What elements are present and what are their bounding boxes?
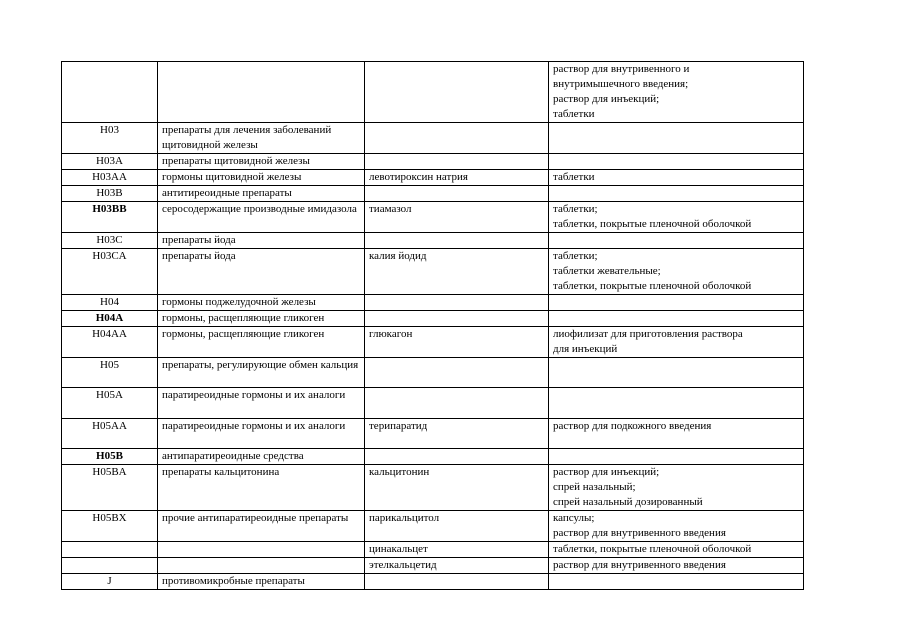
group-name-cell: препараты йода (158, 233, 365, 249)
atc-code-cell: H03B (62, 186, 158, 202)
group-name-cell: антипаратиреоидные средства (158, 449, 365, 465)
atc-code-cell: H05AA (62, 419, 158, 449)
table-body (62, 62, 804, 590)
substance-cell (365, 449, 549, 465)
dosage-form-line: раствор для подкожного введения (553, 420, 712, 432)
substance-cell: кальцитонин (365, 465, 549, 511)
atc-code-cell (62, 542, 158, 558)
table-row (62, 154, 804, 170)
substance-cell (365, 123, 549, 154)
dosage-form-line: таблетки, покрытые пленочной оболочкой (553, 543, 752, 555)
atc-code-cell: H03 (62, 123, 158, 154)
dosage-forms-cell (549, 170, 804, 186)
dosage-forms-cell (549, 154, 804, 170)
substance-cell (365, 295, 549, 311)
table-row (62, 358, 804, 388)
group-name-cell (158, 542, 365, 558)
substance-cell (365, 62, 549, 123)
dosage-forms-cell (549, 419, 804, 449)
substance-cell (365, 154, 549, 170)
substance-cell: левотироксин натрия (365, 170, 549, 186)
atc-code-cell: H03AA (62, 170, 158, 186)
table-row (62, 295, 804, 311)
group-name-cell: препараты кальцитонина (158, 465, 365, 511)
dosage-form-line: таблетки; (553, 203, 598, 215)
table-row (62, 449, 804, 465)
dosage-forms-cell (549, 558, 804, 574)
atc-code-cell: H03A (62, 154, 158, 170)
atc-code-cell: J (62, 574, 158, 590)
dosage-forms-cell (549, 511, 804, 542)
dosage-form-line: внутримышечного введения; (553, 78, 689, 90)
atc-code-cell: H04AA (62, 327, 158, 358)
dosage-form-line: спрей назальный дозированный (553, 496, 703, 508)
group-name-cell: гормоны, расщепляющие гликоген (158, 327, 365, 358)
atc-code-cell: H03CA (62, 249, 158, 295)
dosage-forms-cell (549, 249, 804, 295)
substance-cell: калия йодид (365, 249, 549, 295)
substance-cell: парикальцитол (365, 511, 549, 542)
table-row (62, 170, 804, 186)
group-name-cell: гормоны поджелудочной железы (158, 295, 365, 311)
dosage-forms-cell (549, 449, 804, 465)
group-name-cell: препараты щитовидной железы (158, 154, 365, 170)
dosage-forms-cell (549, 233, 804, 249)
group-name-cell: паратиреоидные гормоны и их аналоги (158, 388, 365, 419)
dosage-forms-cell (549, 123, 804, 154)
dosage-forms-cell (549, 202, 804, 233)
group-name-cell: препараты для лечения заболеваний щитовидной железы (158, 123, 365, 154)
substance-cell (365, 358, 549, 388)
table-row (62, 558, 804, 574)
table-row (62, 419, 804, 449)
dosage-forms-cell (549, 62, 804, 123)
atc-code-cell: H03BB (62, 202, 158, 233)
atc-code-cell: H04 (62, 295, 158, 311)
dosage-form-line: капсулы; (553, 512, 595, 524)
dosage-form-line: раствор для внутривенного введения (553, 559, 726, 571)
substance-cell (365, 574, 549, 590)
substance-cell: цинакальцет (365, 542, 549, 558)
table-row (62, 465, 804, 511)
atc-code-cell (62, 62, 158, 123)
group-name-cell (158, 558, 365, 574)
dosage-forms-cell (549, 542, 804, 558)
table-row (62, 542, 804, 558)
group-name-cell: противомикробные препараты (158, 574, 365, 590)
dosage-form-line: для инъекций (553, 343, 618, 355)
dosage-form-line: таблетки, покрытые пленочной оболочкой (553, 280, 752, 292)
dosage-forms-cell (549, 295, 804, 311)
group-name-cell (158, 62, 365, 123)
substance-cell: тиамазол (365, 202, 549, 233)
dosage-form-line: таблетки; (553, 250, 598, 262)
group-name-cell: паратиреоидные гормоны и их аналоги (158, 419, 365, 449)
substance-cell (365, 388, 549, 419)
dosage-form-line: раствор для внутривенного введения (553, 527, 726, 539)
atc-code-cell: H05A (62, 388, 158, 419)
dosage-forms-cell (549, 388, 804, 419)
dosage-forms-cell (549, 574, 804, 590)
atc-code-cell: H05 (62, 358, 158, 388)
group-name-cell: препараты, регулирующие обмен кальция (158, 358, 365, 388)
dosage-form-line: таблетки, покрытые пленочной оболочкой (553, 218, 752, 230)
table-row (62, 574, 804, 590)
table-row (62, 511, 804, 542)
group-name-cell: гормоны щитовидной железы (158, 170, 365, 186)
table-row (62, 62, 804, 123)
substance-cell (365, 311, 549, 327)
table-row (62, 202, 804, 233)
table-row (62, 249, 804, 295)
dosage-form-line: таблетки жевательные; (553, 265, 661, 277)
group-name-cell: серосодержащие производные имидазола (158, 202, 365, 233)
group-name-cell: гормоны, расщепляющие гликоген (158, 311, 365, 327)
dosage-form-line: раствор для инъекций; (553, 466, 660, 478)
substance-cell (365, 233, 549, 249)
drug-classification-table (61, 61, 804, 590)
table-row (62, 186, 804, 202)
substance-cell: терипаратид (365, 419, 549, 449)
substance-cell: этелкальцетид (365, 558, 549, 574)
table-row (62, 233, 804, 249)
group-name-cell: прочие антипаратиреоидные препараты (158, 511, 365, 542)
table-row (62, 311, 804, 327)
table-row (62, 327, 804, 358)
atc-code-cell: H05B (62, 449, 158, 465)
group-name-cell: антитиреоидные препараты (158, 186, 365, 202)
group-name-cell: препараты йода (158, 249, 365, 295)
dosage-form-line: раствор для внутривенного и (553, 63, 690, 75)
dosage-forms-cell (549, 311, 804, 327)
dosage-forms-cell (549, 465, 804, 511)
dosage-form-line: лиофилизат для приготовления раствора (553, 328, 743, 340)
atc-code-cell: H05BX (62, 511, 158, 542)
dosage-forms-cell (549, 186, 804, 202)
substance-cell (365, 186, 549, 202)
dosage-form-line: спрей назальный; (553, 481, 636, 493)
dosage-form-line: таблетки (553, 108, 595, 120)
dosage-form-line: таблетки (553, 171, 595, 183)
table-row (62, 388, 804, 419)
atc-code-cell: H04A (62, 311, 158, 327)
atc-code-cell (62, 558, 158, 574)
table-row (62, 123, 804, 154)
substance-cell: глюкагон (365, 327, 549, 358)
dosage-forms-cell (549, 327, 804, 358)
atc-code-cell: H05BA (62, 465, 158, 511)
dosage-form-line: раствор для инъекций; (553, 93, 660, 105)
atc-code-cell: H03C (62, 233, 158, 249)
dosage-forms-cell (549, 358, 804, 388)
